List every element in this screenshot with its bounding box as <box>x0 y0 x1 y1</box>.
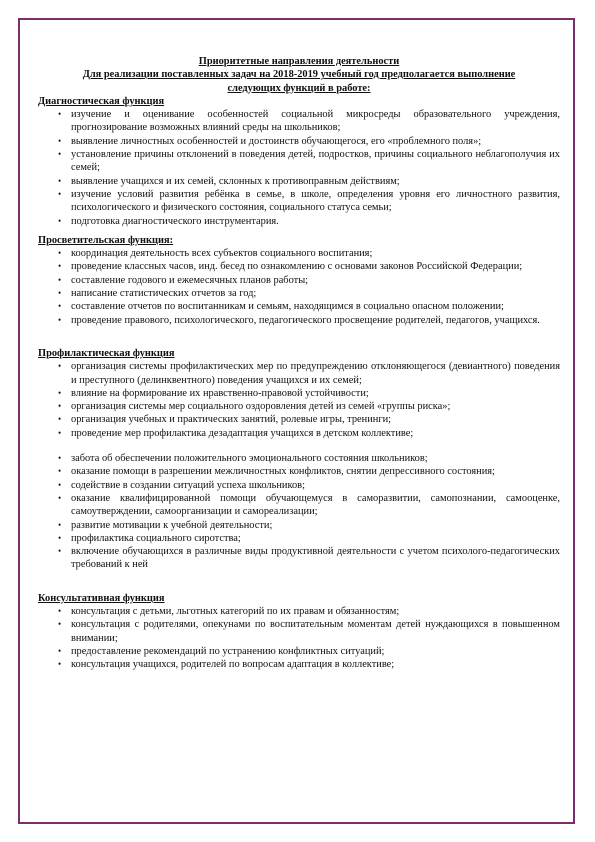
list-item: • составление годового и ежемесячных планов работы; <box>38 274 560 287</box>
page-title-line-1: Приоритетные направления деятельности <box>198 56 400 67</box>
list-item: • подготовка диагностического инструментария. <box>38 215 560 228</box>
document-body <box>38 55 560 671</box>
list-consultative <box>38 605 560 671</box>
section-consultative <box>38 592 560 672</box>
list-item: • написание статистических отчетов за год; <box>38 287 560 300</box>
section-heading-preventive: Профилактическая функция <box>38 347 175 359</box>
page-title-line-2: Для реализации поставленных задач на 2018-2019 учебный год предполагается выполнение <box>82 69 516 81</box>
list-diagnostic <box>38 108 560 228</box>
section-diagnostic <box>38 95 560 228</box>
list-item: • организация системы мер социального оздоровления детей из семей «группы риска»; <box>38 400 560 413</box>
list-item: • консультация с родителями, опекунами по воспитательным моментам детей нуждающихся в повышенном внимании; <box>38 618 560 645</box>
list-preventive-continued <box>38 452 560 572</box>
list-item: • изучение и оценивание особенностей социальной микросреды образовательного учреждения, прогнозирование возможных влияний среды на школьников; <box>38 108 560 135</box>
list-item: • оказание квалифицированной помощи обучающемуся в саморазвитии, самопознании, самооценке, самоутверждении, самоорганизации и самореализации; <box>38 492 560 519</box>
list-item: • оказание помощи в разрешении межличностных конфликтов, снятии депрессивного состояния; <box>38 465 560 478</box>
list-item: • забота об обеспечении положительного эмоционального состояния школьников; <box>38 452 560 465</box>
list-item: • проведение правового, психологического, педагогического просвещение родителей, педагогов, учащихся. <box>38 314 560 327</box>
list-item: • профилактика социального сиротства; <box>38 532 560 545</box>
section-preventive <box>38 347 560 572</box>
section-heading-diagnostic: Диагностическая функция <box>38 95 165 107</box>
list-preventive <box>38 360 560 440</box>
spacer <box>38 572 560 592</box>
list-item: • предоставление рекомендаций по устранению конфликтных ситуаций; <box>38 645 560 658</box>
list-educational <box>38 247 560 327</box>
list-item: • координация деятельность всех субъектов социального воспитания; <box>38 247 560 260</box>
spacer <box>38 440 560 452</box>
list-item: • организация учебных и практических занятий, ролевые игры, тренинги; <box>38 413 560 426</box>
spacer <box>38 327 560 347</box>
list-item: • установление причины отклонений в поведения детей, подростков, причины социального неблагополучия их семей; <box>38 148 560 175</box>
section-heading-educational: Просветительская функция: <box>38 234 174 246</box>
list-item: • влияние на формирование их нравственно-правовой устойчивости; <box>38 387 560 400</box>
list-item: • изучение условий развития ребёнка в семье, в школе, определения уровня его личностного развития, психологического и физического состояния, социального статуса семьи; <box>38 188 560 215</box>
list-item: • выявление учащихся и их семей, склонных к противоправным действиям; <box>38 175 560 188</box>
list-item: • выявление личностных особенностей и достоинств обучающегося, его «проблемного поля»; <box>38 135 560 148</box>
list-item: • развитие мотивации к учебной деятельности; <box>38 519 560 532</box>
section-educational <box>38 234 560 327</box>
list-item: • содействие в создании ситуаций успеха школьников; <box>38 479 560 492</box>
list-item: • консультация с детьми, льготных категорий по их правам и обязанностям; <box>38 605 560 618</box>
list-item: • организация системы профилактических мер по предупреждению отклоняющегося (девиантного) поведения и преступного (делинквентного) поведения учащихся и их семей; <box>38 360 560 387</box>
list-item: • консультация учащихся, родителей по вопросам адаптация в коллективе; <box>38 658 560 671</box>
section-heading-consultative: Консультативная функция <box>38 592 165 604</box>
page-title-line-3: следующих функций в работе: <box>227 82 371 94</box>
list-item: • проведение классных часов, инд. бесед по ознакомлению с основами законов Российской Федерации; <box>38 260 560 273</box>
list-item: • составление отчетов по воспитанникам и семьям, находящимся в социально опасном положении; <box>38 300 560 313</box>
list-item: • включение обучающихся в различные виды продуктивной деятельности с учетом психолого-педагогических требований к ней <box>38 545 560 572</box>
list-item: • проведение мер профилактика дезадаптация учащихся в детском коллективе; <box>38 427 560 440</box>
